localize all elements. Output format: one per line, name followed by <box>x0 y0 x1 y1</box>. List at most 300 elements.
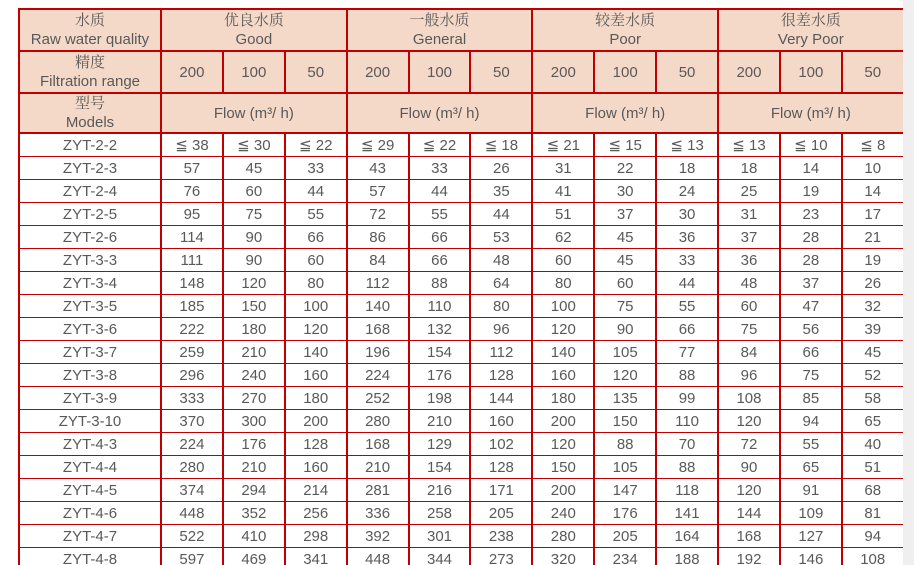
flow-value-cell: 128 <box>285 433 347 456</box>
flow-value-cell: 176 <box>409 364 471 387</box>
filtration-value-cell: 200 <box>532 51 594 93</box>
flow-value-cell: 88 <box>656 364 718 387</box>
flow-value-cell: 238 <box>470 525 532 548</box>
flow-value-cell: 120 <box>718 410 780 433</box>
flow-value-cell: 60 <box>594 272 656 295</box>
flow-value-cell: 132 <box>409 318 471 341</box>
flow-value-cell: 84 <box>718 341 780 364</box>
header-quality-poor-zh: 较差水质 <box>595 12 656 29</box>
flow-value-cell: 44 <box>409 180 471 203</box>
flow-value-cell: 57 <box>161 157 223 180</box>
flow-value-cell: 60 <box>223 180 285 203</box>
flow-value-cell: 44 <box>470 203 532 226</box>
flow-value-cell: 259 <box>161 341 223 364</box>
flow-value-cell: 168 <box>718 525 780 548</box>
flow-value-cell: 64 <box>470 272 532 295</box>
flow-value-cell: 298 <box>285 525 347 548</box>
flow-value-cell: 65 <box>842 410 904 433</box>
flow-value-cell: 135 <box>594 387 656 410</box>
flow-value-cell: 48 <box>470 249 532 272</box>
header-quality-general-zh: 一般水质 <box>409 12 470 29</box>
filtration-value-cell: 50 <box>656 51 718 93</box>
flow-value-cell: 210 <box>223 341 285 364</box>
flow-value-cell: 160 <box>285 456 347 479</box>
model-cell: ZYT-3-5 <box>19 295 161 318</box>
flow-value-cell: 118 <box>656 479 718 502</box>
flow-value-cell: 224 <box>161 433 223 456</box>
table-row <box>19 318 904 341</box>
flow-value-cell: 410 <box>223 525 285 548</box>
filtration-value-cell: 100 <box>594 51 656 93</box>
flow-value-cell: 296 <box>161 364 223 387</box>
filtration-value-cell: 200 <box>161 51 223 93</box>
flow-value-cell: 140 <box>347 295 409 318</box>
flow-value-cell: 33 <box>656 249 718 272</box>
filtration-value-cell: 100 <box>780 51 842 93</box>
flow-value-cell: 128 <box>470 456 532 479</box>
model-cell: ZYT-3-10 <box>19 410 161 433</box>
flow-value-cell: 88 <box>594 433 656 456</box>
flow-value-cell: 84 <box>347 249 409 272</box>
model-cell: ZYT-2-6 <box>19 226 161 249</box>
flow-value-cell: 374 <box>161 479 223 502</box>
filtration-value-cell: 200 <box>347 51 409 93</box>
flow-value-cell: 77 <box>656 341 718 364</box>
header-quality-general-en: General <box>412 31 467 48</box>
flow-value-cell: 109 <box>780 502 842 525</box>
flow-value-cell: 43 <box>347 157 409 180</box>
flow-value-cell: 210 <box>223 456 285 479</box>
model-cell: ZYT-3-8 <box>19 364 161 387</box>
table-row <box>19 387 904 410</box>
table-row <box>19 433 904 456</box>
flow-value-cell: 105 <box>594 341 656 364</box>
flow-value-cell: ≦ 30 <box>223 133 285 157</box>
flow-value-cell: 160 <box>285 364 347 387</box>
header-quality-very-poor <box>718 9 904 51</box>
model-cell: ZYT-2-3 <box>19 157 161 180</box>
flow-value-cell: 210 <box>409 410 471 433</box>
flow-value-cell: 66 <box>780 341 842 364</box>
model-cell: ZYT-3-7 <box>19 341 161 364</box>
flow-label-cell: Flow (m³/ h) <box>161 93 347 133</box>
flow-value-cell: 176 <box>223 433 285 456</box>
flow-value-cell: 88 <box>409 272 471 295</box>
flow-value-cell: 55 <box>656 295 718 318</box>
flow-value-cell: 112 <box>470 341 532 364</box>
flow-value-cell: 36 <box>718 249 780 272</box>
flow-value-cell: 30 <box>656 203 718 226</box>
flow-value-cell: 144 <box>718 502 780 525</box>
flow-value-cell: 57 <box>347 180 409 203</box>
flow-value-cell: 205 <box>594 525 656 548</box>
flow-value-cell: 336 <box>347 502 409 525</box>
flow-value-cell: 60 <box>532 249 594 272</box>
flow-value-cell: 140 <box>532 341 594 364</box>
flow-value-cell: 210 <box>347 456 409 479</box>
flow-value-cell: 192 <box>718 548 780 565</box>
flow-value-cell: 52 <box>842 364 904 387</box>
flow-value-cell: 66 <box>409 226 471 249</box>
header-row-filtration <box>19 51 904 93</box>
filtration-value-cell: 100 <box>223 51 285 93</box>
flow-value-cell: 144 <box>470 387 532 410</box>
flow-value-cell: 300 <box>223 410 285 433</box>
flow-value-cell: 48 <box>718 272 780 295</box>
flow-value-cell: 240 <box>532 502 594 525</box>
flow-value-cell: 55 <box>285 203 347 226</box>
flow-value-cell: 344 <box>409 548 471 565</box>
flow-value-cell: 33 <box>409 157 471 180</box>
header-models-en: Models <box>65 114 115 131</box>
header-quality-very-poor-zh: 很差水质 <box>780 12 841 29</box>
flow-value-cell: 108 <box>842 548 904 565</box>
header-quality-poor <box>532 9 718 51</box>
flow-value-cell: 281 <box>347 479 409 502</box>
flow-value-cell: 45 <box>594 249 656 272</box>
model-cell: ZYT-4-4 <box>19 456 161 479</box>
model-cell: ZYT-4-5 <box>19 479 161 502</box>
flow-value-cell: 91 <box>780 479 842 502</box>
flow-value-cell: ≦ 21 <box>532 133 594 157</box>
flow-value-cell: 68 <box>842 479 904 502</box>
flow-value-cell: 37 <box>718 226 780 249</box>
flow-value-cell: ≦ 13 <box>718 133 780 157</box>
flow-value-cell: 51 <box>532 203 594 226</box>
flow-value-cell: 180 <box>223 318 285 341</box>
flow-value-cell: 25 <box>718 180 780 203</box>
flow-value-cell: 75 <box>718 318 780 341</box>
model-cell: ZYT-3-3 <box>19 249 161 272</box>
flow-value-cell: 597 <box>161 548 223 565</box>
flow-value-cell: 70 <box>656 433 718 456</box>
model-cell: ZYT-3-9 <box>19 387 161 410</box>
table-row <box>19 479 904 502</box>
flow-value-cell: 370 <box>161 410 223 433</box>
table-row <box>19 272 904 295</box>
header-quality-good-en: Good <box>235 31 273 48</box>
flow-value-cell: ≦ 22 <box>409 133 471 157</box>
flow-value-cell: 200 <box>285 410 347 433</box>
flow-value-cell: 66 <box>656 318 718 341</box>
flow-label-cell: Flow (m³/ h) <box>347 93 533 133</box>
table-row <box>19 133 904 157</box>
flow-value-cell: ≦ 22 <box>285 133 347 157</box>
table-row <box>19 226 904 249</box>
flow-value-cell: 23 <box>780 203 842 226</box>
flow-value-cell: 105 <box>594 456 656 479</box>
flow-value-cell: 35 <box>470 180 532 203</box>
header-row-quality <box>19 9 904 51</box>
flow-value-cell: 14 <box>780 157 842 180</box>
flow-value-cell: 37 <box>780 272 842 295</box>
flow-value-cell: 120 <box>532 318 594 341</box>
header-raw-water-quality-zh: 水质 <box>74 12 105 29</box>
flow-value-cell: 100 <box>285 295 347 318</box>
header-quality-good-zh: 优良水质 <box>223 12 284 29</box>
flow-value-cell: 40 <box>842 433 904 456</box>
flow-value-cell: 30 <box>594 180 656 203</box>
flow-value-cell: 75 <box>594 295 656 318</box>
flow-value-cell: ≦ 13 <box>656 133 718 157</box>
flow-value-cell: 19 <box>780 180 842 203</box>
flow-value-cell: 90 <box>594 318 656 341</box>
flow-value-cell: 39 <box>842 318 904 341</box>
flow-value-cell: 44 <box>285 180 347 203</box>
flow-value-cell: 111 <box>161 249 223 272</box>
flow-value-cell: 240 <box>223 364 285 387</box>
flow-value-cell: ≦ 29 <box>347 133 409 157</box>
flow-value-cell: 160 <box>470 410 532 433</box>
flow-value-cell: 10 <box>842 157 904 180</box>
flow-value-cell: 150 <box>594 410 656 433</box>
header-quality-very-poor-en: Very Poor <box>777 31 844 48</box>
flow-value-cell: 28 <box>780 226 842 249</box>
flow-value-cell: 86 <box>347 226 409 249</box>
header-models-zh: 型号 <box>74 95 105 112</box>
flow-value-cell: 141 <box>656 502 718 525</box>
flow-value-cell: 81 <box>842 502 904 525</box>
flow-value-cell: 88 <box>656 456 718 479</box>
filtration-value-cell: 200 <box>718 51 780 93</box>
flow-value-cell: 94 <box>780 410 842 433</box>
flow-value-cell: 258 <box>409 502 471 525</box>
flow-value-cell: 58 <box>842 387 904 410</box>
flow-value-cell: 146 <box>780 548 842 565</box>
flow-value-cell: 120 <box>532 433 594 456</box>
flow-value-cell: 37 <box>594 203 656 226</box>
flow-value-cell: 150 <box>532 456 594 479</box>
header-row-flow <box>19 93 904 133</box>
table-row <box>19 410 904 433</box>
header-models <box>19 93 161 133</box>
flow-label-cell: Flow (m³/ h) <box>532 93 718 133</box>
flow-value-cell: 352 <box>223 502 285 525</box>
flow-value-cell: 188 <box>656 548 718 565</box>
model-cell: ZYT-2-2 <box>19 133 161 157</box>
flow-value-cell: 90 <box>718 456 780 479</box>
flow-value-cell: 100 <box>532 295 594 318</box>
model-cell: ZYT-3-6 <box>19 318 161 341</box>
flow-value-cell: 154 <box>409 341 471 364</box>
header-filtration-range-en: Filtration range <box>39 73 141 90</box>
table-row <box>19 157 904 180</box>
flow-value-cell: 90 <box>223 226 285 249</box>
flow-value-cell: 214 <box>285 479 347 502</box>
flow-value-cell: 200 <box>532 479 594 502</box>
flow-value-cell: 168 <box>347 433 409 456</box>
flow-value-cell: 171 <box>470 479 532 502</box>
flow-value-cell: 65 <box>780 456 842 479</box>
flow-value-cell: 120 <box>718 479 780 502</box>
flow-value-cell: 17 <box>842 203 904 226</box>
flow-value-cell: 280 <box>347 410 409 433</box>
flow-value-cell: 24 <box>656 180 718 203</box>
flow-value-cell: 280 <box>161 456 223 479</box>
table-row <box>19 295 904 318</box>
filtration-value-cell: 50 <box>470 51 532 93</box>
flow-value-cell: ≦ 18 <box>470 133 532 157</box>
flow-value-cell: 18 <box>718 157 780 180</box>
flow-value-cell: 129 <box>409 433 471 456</box>
flow-value-cell: 21 <box>842 226 904 249</box>
model-cell: ZYT-3-4 <box>19 272 161 295</box>
filtration-value-cell: 50 <box>285 51 347 93</box>
flow-value-cell: 522 <box>161 525 223 548</box>
flow-value-cell: 60 <box>285 249 347 272</box>
flow-value-cell: 198 <box>409 387 471 410</box>
flow-value-cell: 72 <box>718 433 780 456</box>
flow-value-cell: ≦ 8 <box>842 133 904 157</box>
flow-value-cell: 45 <box>223 157 285 180</box>
flow-value-cell: 120 <box>285 318 347 341</box>
flow-value-cell: 96 <box>470 318 532 341</box>
flow-value-cell: 36 <box>656 226 718 249</box>
header-quality-good <box>161 9 347 51</box>
flow-value-cell: ≦ 38 <box>161 133 223 157</box>
header-raw-water-quality <box>19 9 161 51</box>
flow-value-cell: 110 <box>656 410 718 433</box>
table-row <box>19 502 904 525</box>
flow-value-cell: 341 <box>285 548 347 565</box>
flow-value-cell: 127 <box>780 525 842 548</box>
flow-value-cell: 45 <box>594 226 656 249</box>
flow-value-cell: 140 <box>285 341 347 364</box>
flow-value-cell: 60 <box>718 295 780 318</box>
flow-value-cell: 448 <box>161 502 223 525</box>
table-row <box>19 548 904 565</box>
header-quality-poor-en: Poor <box>609 31 642 48</box>
flow-value-cell: 62 <box>532 226 594 249</box>
flow-value-cell: 33 <box>285 157 347 180</box>
model-cell: ZYT-2-5 <box>19 203 161 226</box>
flow-value-cell: 31 <box>718 203 780 226</box>
flow-value-cell: 176 <box>594 502 656 525</box>
flow-value-cell: 85 <box>780 387 842 410</box>
flow-value-cell: 216 <box>409 479 471 502</box>
table-row <box>19 456 904 479</box>
flow-value-cell: 44 <box>656 272 718 295</box>
flow-value-cell: 96 <box>718 364 780 387</box>
model-cell: ZYT-4-3 <box>19 433 161 456</box>
flow-label-cell: Flow (m³/ h) <box>718 93 904 133</box>
flow-value-cell: 185 <box>161 295 223 318</box>
flow-value-cell: 256 <box>285 502 347 525</box>
flow-value-cell: 147 <box>594 479 656 502</box>
flow-value-cell: 19 <box>842 249 904 272</box>
flow-value-cell: 392 <box>347 525 409 548</box>
flow-value-cell: 160 <box>532 364 594 387</box>
flow-value-cell: 32 <box>842 295 904 318</box>
flow-value-cell: 76 <box>161 180 223 203</box>
flow-value-cell: 148 <box>161 272 223 295</box>
flow-value-cell: 95 <box>161 203 223 226</box>
flow-value-cell: 53 <box>470 226 532 249</box>
flow-value-cell: 26 <box>842 272 904 295</box>
flow-value-cell: 66 <box>285 226 347 249</box>
flow-value-cell: 55 <box>780 433 842 456</box>
flow-value-cell: 75 <box>780 364 842 387</box>
flow-value-cell: 234 <box>594 548 656 565</box>
table-row <box>19 525 904 548</box>
flow-value-cell: 196 <box>347 341 409 364</box>
flow-value-cell: 90 <box>223 249 285 272</box>
flow-value-cell: 301 <box>409 525 471 548</box>
flow-value-cell: 114 <box>161 226 223 249</box>
flow-value-cell: 180 <box>285 387 347 410</box>
flow-value-cell: 45 <box>842 341 904 364</box>
table-row <box>19 203 904 226</box>
flow-value-cell: 94 <box>842 525 904 548</box>
flow-value-cell: 22 <box>594 157 656 180</box>
flow-value-cell: 180 <box>532 387 594 410</box>
model-cell: ZYT-2-4 <box>19 180 161 203</box>
flow-value-cell: 252 <box>347 387 409 410</box>
flow-spec-table <box>18 8 905 565</box>
flow-value-cell: 200 <box>532 410 594 433</box>
flow-value-cell: 448 <box>347 548 409 565</box>
flow-value-cell: 80 <box>285 272 347 295</box>
flow-value-cell: ≦ 15 <box>594 133 656 157</box>
flow-value-cell: 80 <box>532 272 594 295</box>
flow-value-cell: 469 <box>223 548 285 565</box>
header-raw-water-quality-en: Raw water quality <box>30 31 150 48</box>
table-row <box>19 341 904 364</box>
flow-value-cell: 128 <box>470 364 532 387</box>
flow-value-cell: 28 <box>780 249 842 272</box>
flow-value-cell: 270 <box>223 387 285 410</box>
flow-value-cell: 112 <box>347 272 409 295</box>
flow-value-cell: 154 <box>409 456 471 479</box>
flow-value-cell: 110 <box>409 295 471 318</box>
flow-value-cell: 294 <box>223 479 285 502</box>
flow-value-cell: 14 <box>842 180 904 203</box>
flow-value-cell: ≦ 10 <box>780 133 842 157</box>
flow-value-cell: 75 <box>223 203 285 226</box>
flow-value-cell: 18 <box>656 157 718 180</box>
header-filtration-range <box>19 51 161 93</box>
flow-value-cell: 99 <box>656 387 718 410</box>
table-row <box>19 364 904 387</box>
flow-value-cell: 41 <box>532 180 594 203</box>
flow-value-cell: 120 <box>594 364 656 387</box>
flow-value-cell: 168 <box>347 318 409 341</box>
flow-value-cell: 205 <box>470 502 532 525</box>
flow-value-cell: 273 <box>470 548 532 565</box>
flow-value-cell: 31 <box>532 157 594 180</box>
flow-value-cell: 56 <box>780 318 842 341</box>
flow-value-cell: 102 <box>470 433 532 456</box>
filtration-value-cell: 50 <box>842 51 904 93</box>
flow-value-cell: 333 <box>161 387 223 410</box>
flow-value-cell: 55 <box>409 203 471 226</box>
flow-value-cell: 47 <box>780 295 842 318</box>
flow-value-cell: 120 <box>223 272 285 295</box>
flow-value-cell: 72 <box>347 203 409 226</box>
model-cell: ZYT-4-6 <box>19 502 161 525</box>
header-quality-general <box>347 9 533 51</box>
flow-value-cell: 80 <box>470 295 532 318</box>
flow-value-cell: 108 <box>718 387 780 410</box>
header-filtration-range-zh: 精度 <box>74 54 105 71</box>
table-body <box>19 133 904 565</box>
flow-value-cell: 26 <box>470 157 532 180</box>
model-cell: ZYT-4-7 <box>19 525 161 548</box>
window-edge-strip <box>903 0 914 565</box>
table-row <box>19 249 904 272</box>
model-cell: ZYT-4-8 <box>19 548 161 565</box>
flow-value-cell: 222 <box>161 318 223 341</box>
